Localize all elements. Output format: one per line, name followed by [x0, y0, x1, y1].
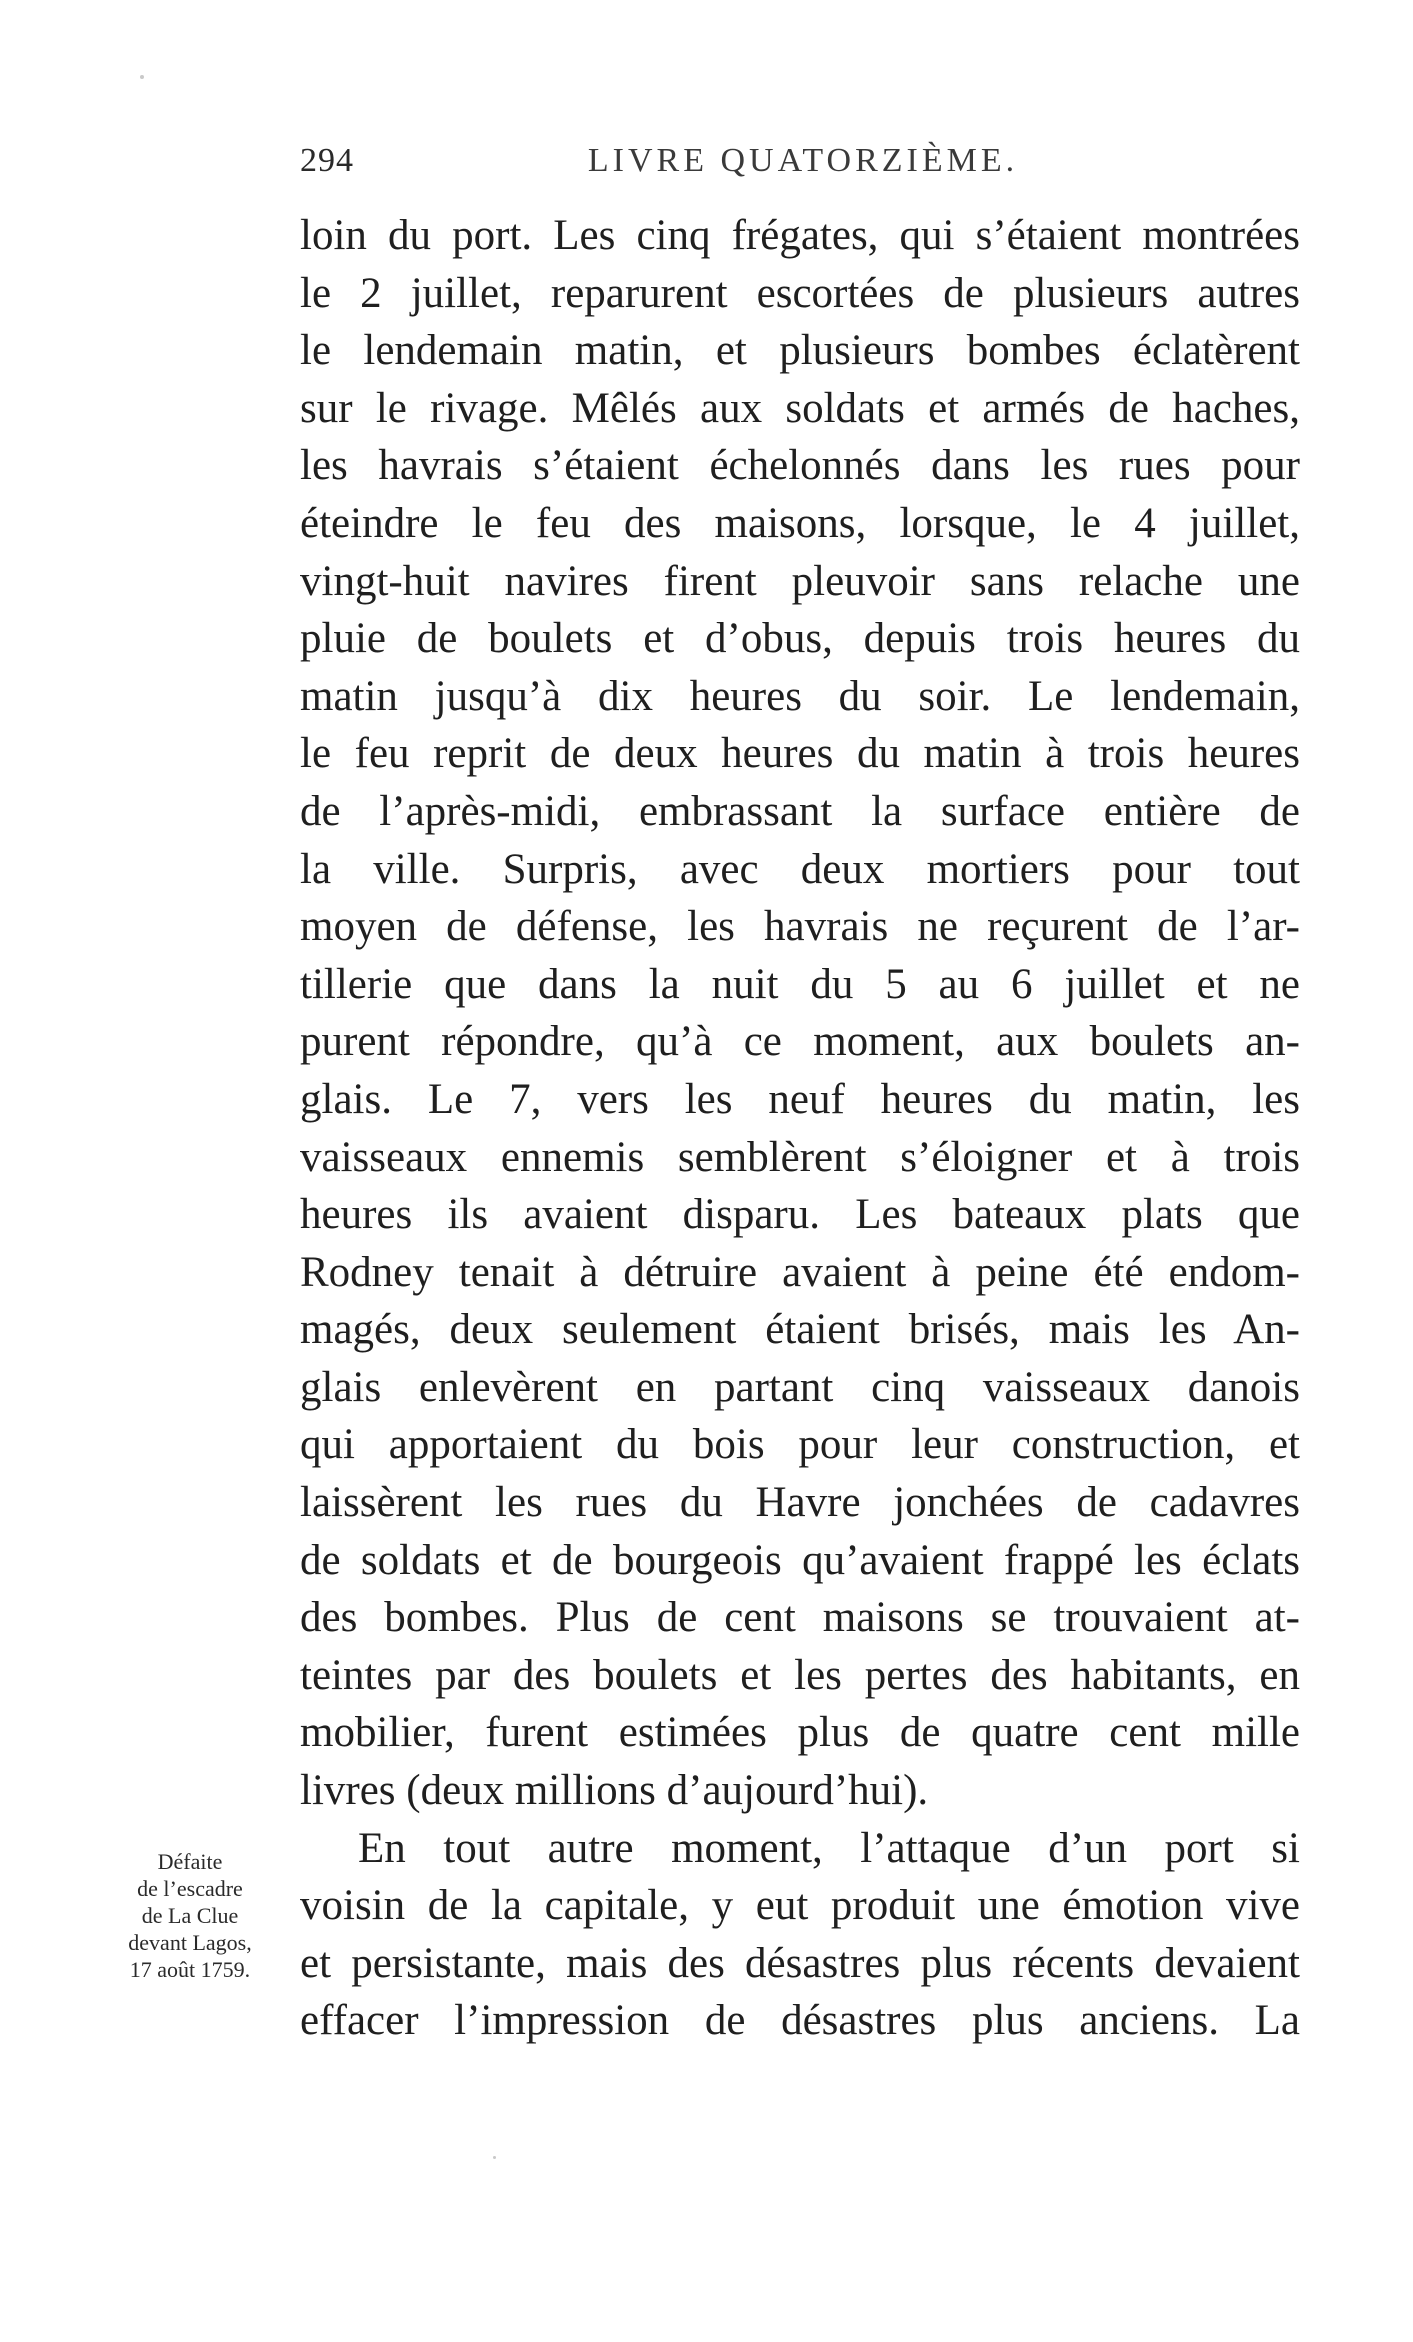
text-line: vaisseaux ennemis semblèrent s’éloigner et à trois: [300, 1133, 1300, 1181]
text-line: les havrais s’étaient échelonnés dans les rues pour: [300, 442, 1300, 490]
running-title: LIVRE QUATORZIÈME.: [587, 142, 1019, 179]
text-line: tillerie que dans la nuit du 5 au 6 juillet et ne: [300, 960, 1300, 1008]
text-line: Rodney tenait à détruire avaient à peine été endom-: [300, 1248, 1300, 1296]
text-line: le 2 juillet, reparurent escortées de plusieurs autres: [300, 269, 1300, 317]
marginal-note-line: Défaite: [157, 1849, 223, 1874]
text-line: sur le rivage. Mêlés aux soldats et armés de haches,: [300, 384, 1300, 432]
text-line: heures ils avaient disparu. Les bateaux plats que: [300, 1191, 1300, 1239]
body-text: [300, 207, 1300, 2050]
text-line: éteindre le feu des maisons, lorsque, le 4 juillet,: [300, 499, 1300, 547]
text-line: matin jusqu’à dix heures du soir. Le lendemain,: [300, 672, 1300, 720]
page-header: [300, 142, 1306, 192]
marginal-note-line: de l’escadre: [137, 1876, 243, 1901]
text-line: livres (deux millions d’aujourd’hui).: [300, 1767, 929, 1815]
marginal-note: [110, 1848, 270, 1983]
text-line: de l’après-midi, embrassant la surface entière de: [300, 787, 1300, 835]
text-line: magés, deux seulement étaient brisés, mais les An-: [300, 1306, 1300, 1354]
text-line: pluie de boulets et d’obus, depuis trois heures du: [300, 615, 1300, 663]
text-line: vingt-huit navires firent pleuvoir sans relache une: [300, 557, 1300, 605]
text-line: qui apportaient du bois pour leur construction, et: [300, 1421, 1300, 1469]
text-line: des bombes. Plus de cent maisons se trouvaient at-: [300, 1594, 1300, 1642]
text-line: le lendemain matin, et plusieurs bombes éclatèrent: [300, 327, 1300, 375]
paper-speck: [493, 2156, 496, 2159]
text-line: effacer l’impression de désastres plus anciens. La: [300, 1997, 1300, 2045]
text-line: le feu reprit de deux heures du matin à trois heures: [300, 730, 1300, 778]
text-line: purent répondre, qu’à ce moment, aux boulets an-: [300, 1018, 1300, 1066]
page-number: 294: [300, 142, 354, 179]
marginal-note-line: de La Clue: [141, 1903, 239, 1928]
text-line: moyen de défense, les havrais ne reçurent de l’ar-: [300, 903, 1300, 951]
text-line: loin du port. Les cinq frégates, qui s’étaient montrées: [300, 212, 1300, 259]
text-line: laissèrent les rues du Havre jonchées de cadavres: [300, 1479, 1300, 1527]
paper-speck: [140, 75, 144, 79]
text-line: mobilier, furent estimées plus de quatre cent mille: [300, 1709, 1300, 1757]
text-line: glais. Le 7, vers les neuf heures du matin, les: [300, 1075, 1300, 1123]
text-line: de soldats et de bourgeois qu’avaient frappé les éclats: [300, 1536, 1300, 1584]
text-line: teintes par des boulets et les pertes des habitants, en: [300, 1651, 1300, 1699]
text-line: glais enlevèrent en partant cinq vaisseaux danois: [300, 1363, 1300, 1411]
marginal-note-line: devant Lagos,: [128, 1930, 252, 1955]
text-line: et persistante, mais des désastres plus récents devaient: [300, 1939, 1300, 1987]
text-line: voisin de la capitale, y eut produit une émotion vive: [300, 1882, 1300, 1930]
marginal-note-line: 17 août 1759.: [129, 1957, 251, 1982]
text-line: En tout autre moment, l’attaque d’un port si: [358, 1824, 1300, 1872]
text-line: la ville. Surpris, avec deux mortiers pour tout: [300, 845, 1300, 893]
